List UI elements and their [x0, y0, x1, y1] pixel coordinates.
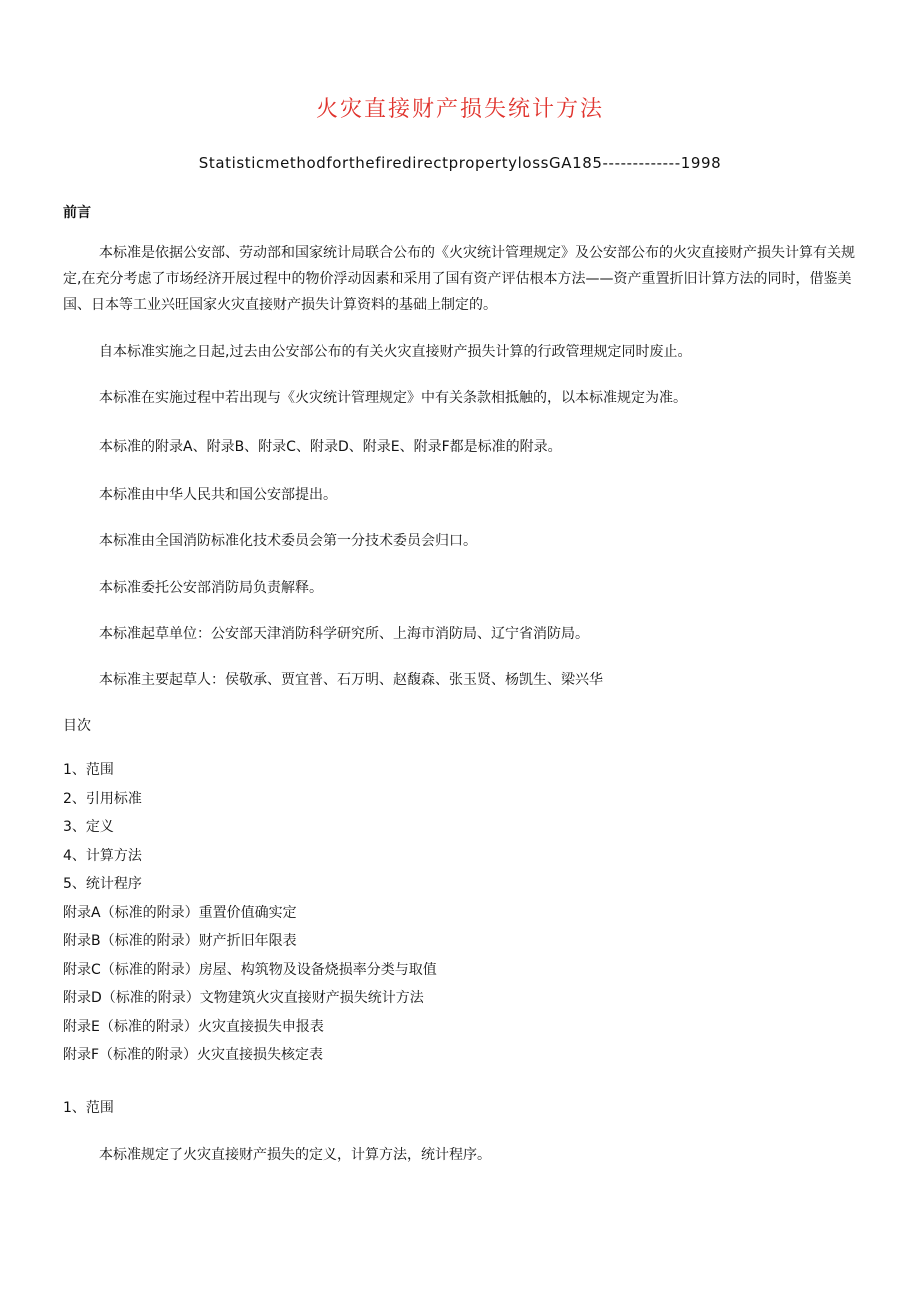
- foreword-paragraph: 本标准是依据公安部、劳动部和国家统计局联合公布的《火灾统计管理规定》及公安部公布的火灾直接财产损失计算有关规定,在充分考虑了市场经济开展过程中的物价浮动因素和采用了国有资产评估根本方法——资产重置折旧计算方法的同时，借鉴美国、日本等工业兴旺国家火灾直接财产损失计算资料的基础上制定的。: [63, 245, 855, 313]
- toc-item: 附录A（标准的附录）重置价值确实定: [63, 904, 297, 921]
- scope-paragraph: 本标准规定了火灾直接财产损失的定义，计算方法，统计程序。: [99, 1147, 491, 1163]
- foreword-heading: 前言: [63, 205, 91, 221]
- table-of-contents: [63, 757, 437, 1071]
- foreword-paragraph: 本标准由全国消防标准化技术委员会第一分技术委员会归口。: [99, 533, 477, 549]
- toc-item: 附录B（标准的附录）财产折旧年限表: [63, 933, 297, 949]
- toc-item: 附录F（标准的附录）火灾直接损失核定表: [63, 1047, 324, 1063]
- toc-item: 4、计算方法: [63, 847, 142, 864]
- foreword-paragraph: 自本标准实施之日起,过去由公安部公布的有关火灾直接财产损失计算的行政管理规定同时废止。: [99, 344, 692, 360]
- document-subtitle: StatisticmethodforthefiredirectpropertylossGA185-------------1998: [198, 154, 722, 172]
- foreword-paragraph: 本标准在实施过程中若出现与《火灾统计管理规定》中有关条款相抵触的，以本标准规定为准。: [99, 390, 687, 406]
- toc-item: 5、统计程序: [63, 876, 142, 892]
- toc-item: 3、定义: [63, 819, 114, 835]
- toc-item: 附录C（标准的附录）房屋、构筑物及设备烧损率分类与取值: [63, 961, 437, 978]
- toc-heading: 目次: [63, 718, 91, 734]
- document-title: 火灾直接财产损失统计方法: [315, 97, 604, 122]
- foreword-paragraph: 本标准的附录A、附录B、附录C、附录D、附录E、附录F都是标准的附录。: [99, 439, 562, 455]
- section-heading-scope: 1、范围: [63, 1100, 114, 1116]
- toc-item: 1、范围: [63, 762, 114, 778]
- toc-item: 2、引用标准: [63, 790, 142, 807]
- foreword-paragraph: 本标准由中华人民共和国公安部提出。: [99, 487, 337, 503]
- foreword-paragraph: 本标准主要起草人：侯敬承、贾宜普、石万明、赵馥森、张玉贤、杨凯生、梁兴华: [99, 672, 603, 688]
- toc-item: 附录D（标准的附录）文物建筑火灾直接财产损失统计方法: [63, 990, 424, 1006]
- foreword-paragraph: 本标准起草单位：公安部天津消防科学研究所、上海市消防局、辽宁省消防局。: [99, 626, 589, 642]
- foreword-paragraph: 本标准委托公安部消防局负责解释。: [99, 580, 323, 596]
- toc-item: 附录E（标准的附录）火灾直接损失申报表: [63, 1018, 324, 1035]
